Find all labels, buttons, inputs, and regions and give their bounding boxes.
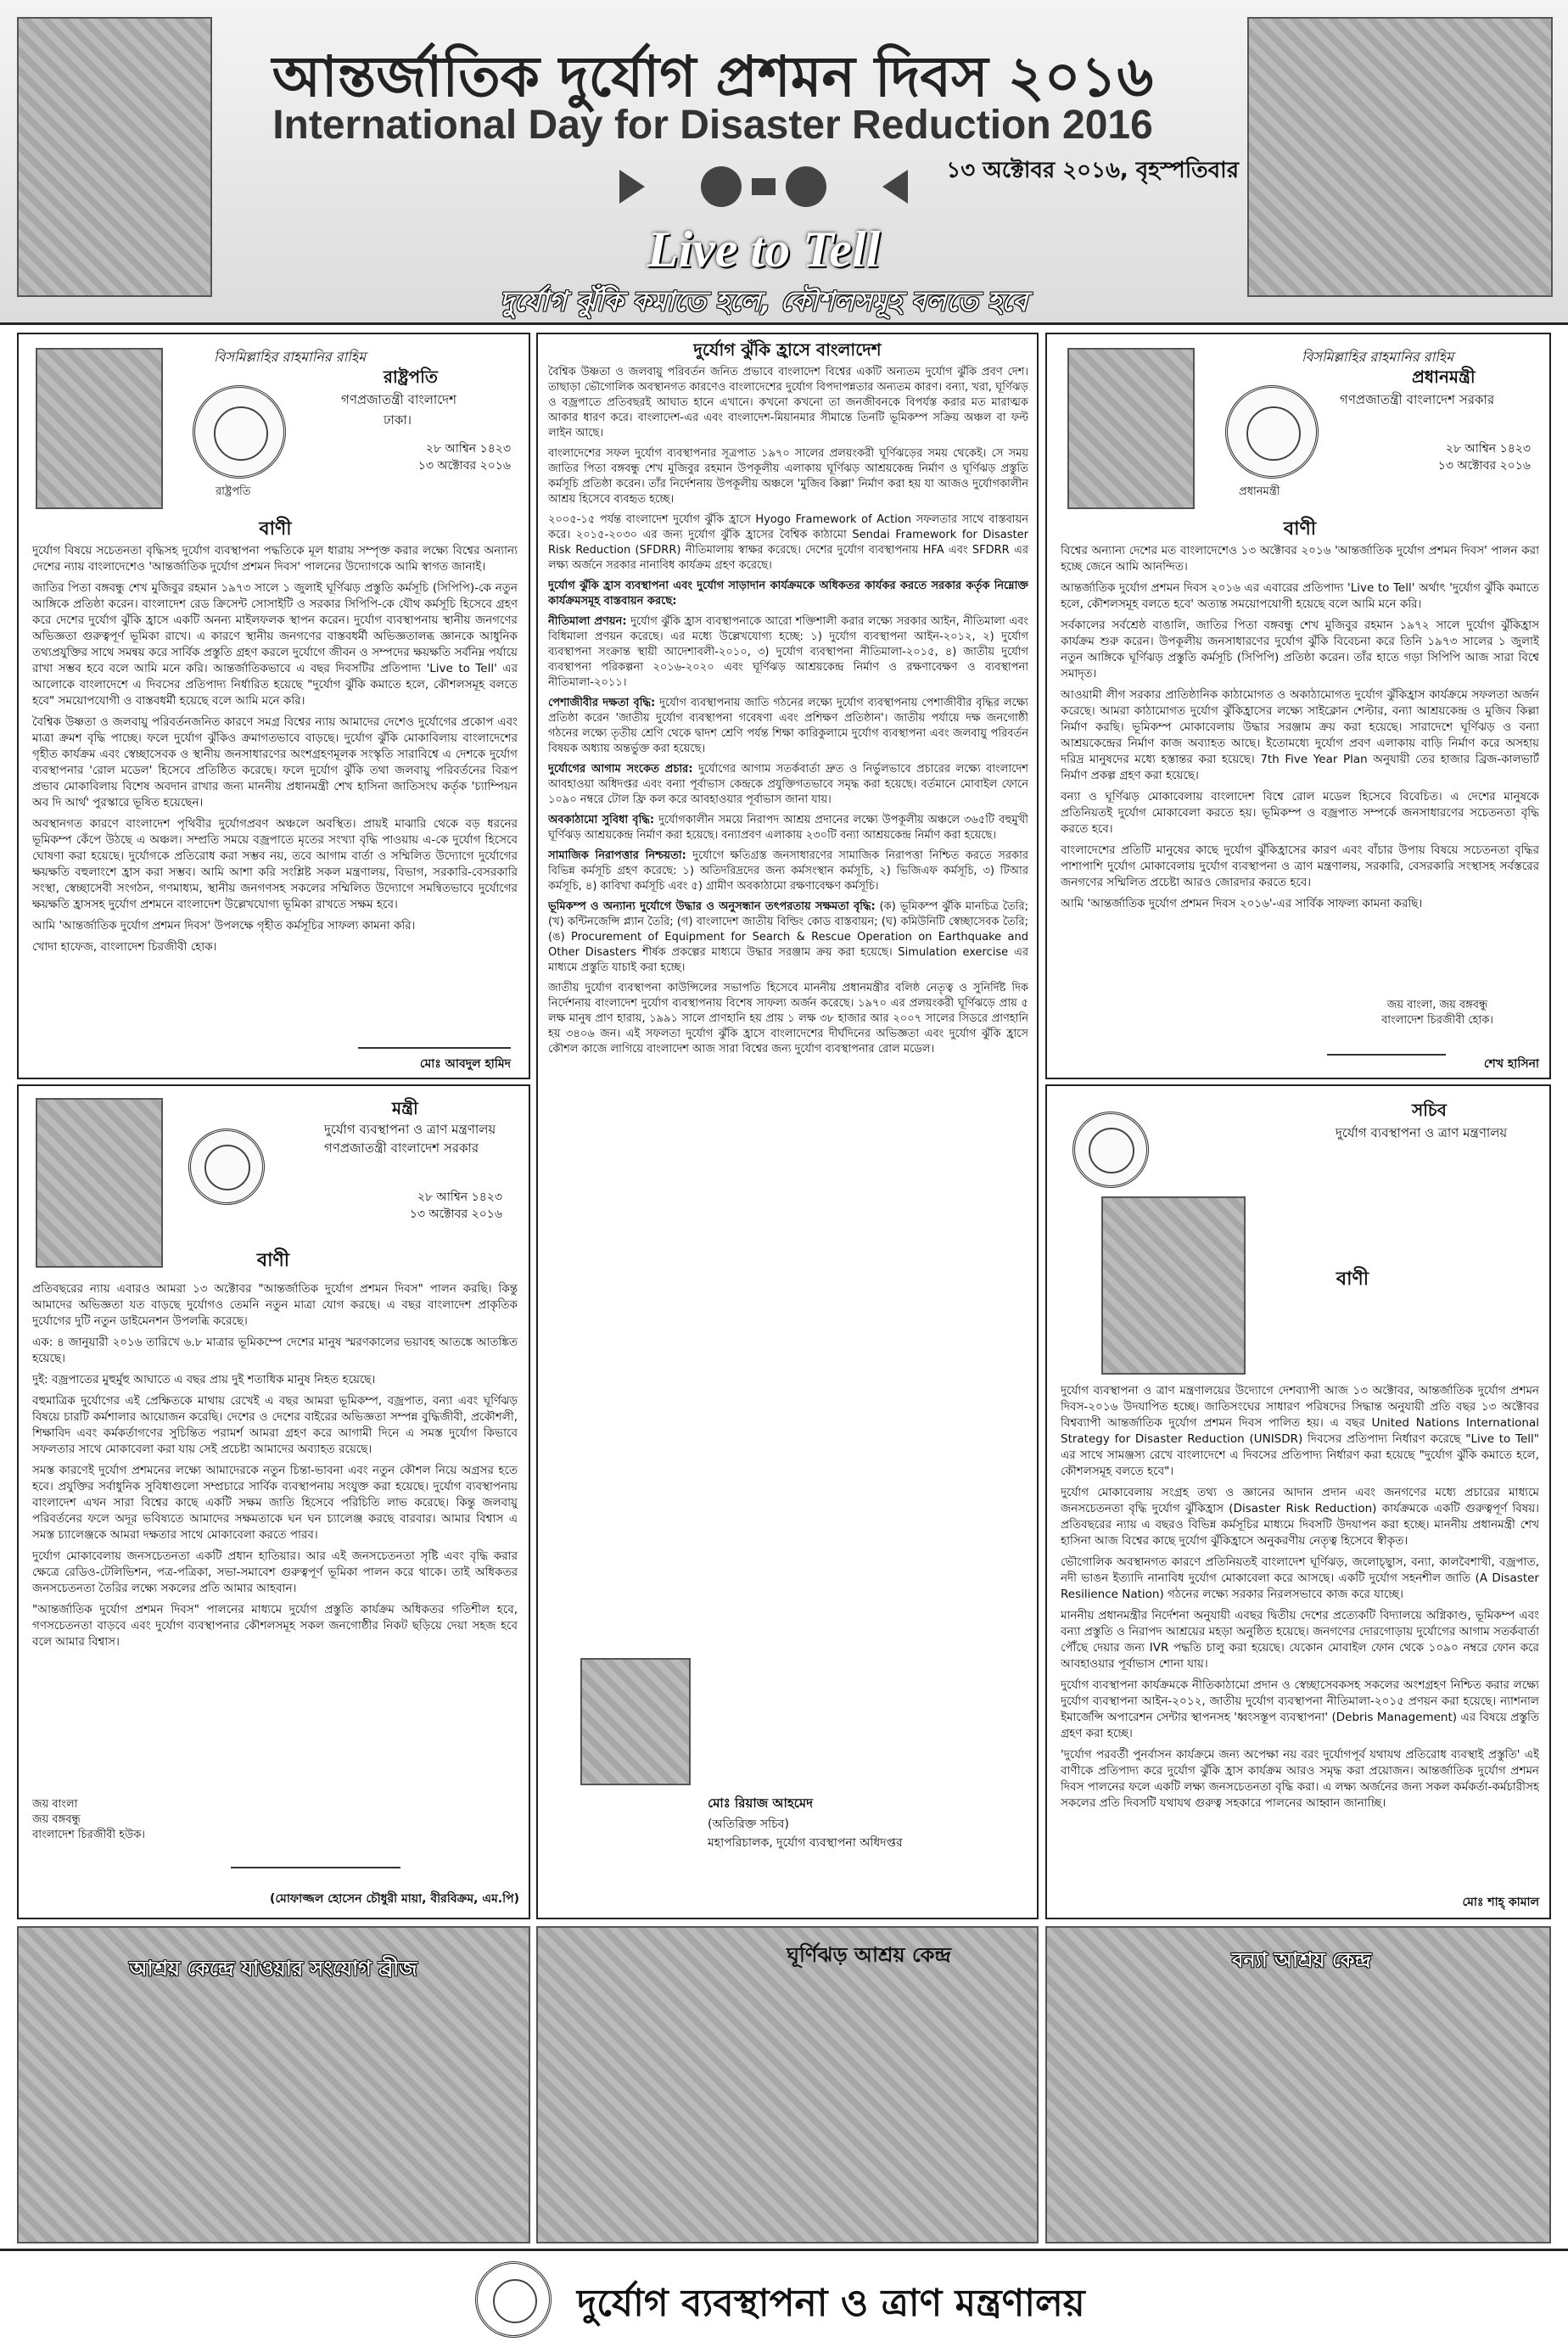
message-body (32, 1281, 518, 1790)
center-article (536, 333, 1039, 1919)
paragraph: সর্বকালের সর্বশ্রেষ্ঠ বাঙালি, জাতির পিতা বঙ্গবন্ধু শেখ মুজিবুর রহমান ১৯৭২ সালে দুর্যোগ ঝুঁকিহ্রাস কার্যক্রম শুরু করেন। উপকূলীয় জনসাধারণের দুর্যোগ ঝুঁকি বিবেচনা করে তিনি ১৯৭৩ সালের ১ জুলাই নতুন আঙ্গিকে ঘূর্ণিঝড় প্রস্তুতি কর্মসূচি (সিপিপি) প্রতিষ্ঠা করেন। তাঁর হাতে গড়া সিপিপি আজ সারা বিশ্বে সমাদৃত। (1061, 619, 1539, 681)
paragraph: দুর্যোগ মোকাবেলায় সংগ্রহ তথ্য ও জ্ঞানের আদান প্রদান এবং জনগণের মধ্যে প্রচারের মাধ্যমে জনসচেতনতা বৃদ্ধি দুর্যোগ ঝুঁকিহ্রাস (Disaster Risk Reduction) কার্যক্রমকে একটি গুরুত্বপূর্ণ বিষয়। প্রতিবছরের ন্যায় এ বছরও বিভিন্ন কর্মসূচির মাধ্যমে দিবসটি উদযাপন করা হচ্ছে। মাননীয় প্রধানমন্ত্রী শেখ হাসিনা আজ বিশ্বের কাছে দুর্যোগ ঝুঁকিহ্রাসে অনুকরণীয় নেতৃত্ব হিসেবে স্বীকৃত। (1061, 1486, 1539, 1548)
paragraph: বৈশ্বিক উষ্ণতা ও জলবায়ু পরিবর্তনজনিত কারণে সমগ্র বিশ্বের ন্যায় আমাদের দেশেও দুর্যোগের প্রকোপ এবং মাত্রা ক্রমশ বৃদ্ধি পাচ্ছে। ফলে দুর্যোগ ঝুঁকিও ক্রমাগতভাবে বাড়ছে। দুর্যোগ ঝুঁকি মোকাবিলায় বাংলাদেশের গৃহীত কার্যক্রম এবং স্বেচ্ছাসেবক ও স্থানীয় জনসাধারণের অংশগ্রহণমূলক সংস্কৃতি সারাবিশ্বে এ দেশকে দুর্যোগ ব্যবস্থাপনার 'রোল মডেল' হিসেবে প্রতিষ্ঠিত করেছে। ফলে দুর্যোগ ঝুঁকি তথা জলবায়ু পরিবর্তনের বিরূপ প্রভাব মোকাবিলায় বিশেষ অবদান রাখার জন্য মাননীয় প্রধানমন্ত্রী শেখ হাসিনা জাতিসংঘ কর্তৃক 'চ্যাম্পিয়ন অব দি আর্থ' পুরস্কারে ভূষিত হয়েছেন। (32, 715, 518, 809)
paragraph: আন্তর্জাতিক দুর্যোগ প্রশমন দিবস ২০১৬ এর এবারের প্রতিপাদ্য 'Live to Tell' অর্থাৎ 'দুর্যোগ ঝুঁকি কমাতে হলে, কৌশলসমূহ বলতে হবে' অত্যন্ত সময়োপযোগী হয়েছে বলে আমি মনে করি। (1061, 581, 1539, 611)
article-body (548, 365, 1028, 1578)
paragraph: আমি 'আন্তর্জাতিক দুর্যোগ প্রশমন দিবস ২০১৬'-এর সার্বিক সাফল্য কামনা করছি। (1061, 897, 1423, 910)
message-body (1061, 543, 1539, 993)
paragraph: বাংলাদেশের প্রতিটি মানুষের কাছে দুর্যোগ ঝুঁকিহ্রাসের কারণ এবং বাঁচার উপায় বিষয়ে সচেতনতা বৃদ্ধির পাশাপাশি দুর্যোগ মোকাবেলায় দুর্যোগ ব্যবস্থাপনা ও ত্রাণ মন্ত্রণালয়, সরকারি, বেসরকারি সংস্থাসহ সর্বস্তরের জনগণের সম্মিলিত প্রচেষ্টা আরও জোরদার করতে হবে। (1061, 843, 1539, 889)
signature-mark (358, 1013, 511, 1049)
author-photo (580, 1658, 691, 1785)
secretary-photo (1101, 1196, 1246, 1375)
ministry-name: দুর্যোগ ব্যবস্থাপনা ও ত্রাণ মন্ত্রণালয় (324, 1122, 496, 1137)
paragraph: "আন্তর্জাতিক দুর্যোগ প্রশমন দিবস" পালনের মাধ্যমে দুর্যোগ প্রস্তুতি কার্যক্রম অধিকতর গতিশীল হবে, গণসচেতনতা বাড়বে এবং দুর্যোগ ব্যবস্থাপনার কৌশলসমূহ সকল জনগোষ্ঠীর নিকট ছড়িয়ে দেয়া সহজ হবে বলে আমার বিশ্বাস। (32, 1603, 518, 1649)
paragraph: আওয়ামী লীগ সরকার প্রাতিষ্ঠানিক কাঠামোগত ও অকাঠামোগত দুর্যোগ ঝুঁকিহ্রাস কার্যক্রমে সফলতা অর্জন করেছে। আমরা কাঠামোগত দুর্যোগ ঝুঁকিহ্রাসের লক্ষ্যে সাইক্লোন শেল্টার, বন্যা আশ্রয়কেন্দ্র ও মুজিব কিল্লা নির্মাণ করছি। ভূমিকম্প মোকাবেলায় উদ্ধার সরঞ্জাম ক্রয় করা হয়েছে। সারাদেশে ঘূর্ণিঝড় ও বন্যা আশ্রয়কেন্দ্রের নির্মাণ কাজ অব্যাহত আছে। ইতোমধ্যে দুর্যোগ প্রবণ এলাকায় বাড়ি নির্মাণ করে অসহায় দরিদ্র মানুষদের মধ্যে হস্তান্তর করা হয়েছে। 7th Five Year Plan অনুযায়ী তের হাজার ব্রিজ-কালভার্ট নির্মাণ প্রকল্প গ্রহণ করা হয়েছে। (1061, 688, 1539, 782)
pm-seal-icon (1225, 385, 1319, 479)
slogan-english: Live to Tell (647, 221, 881, 277)
section-heading: সামাজিক নিরাপত্তার নিশ্চয়তা: (548, 849, 686, 862)
org-name: গণপ্রজাতন্ত্রী বাংলাদেশ সরকার (1340, 392, 1495, 407)
basmala: বিসমিল্লাহির রাহমানির রাহিম (1302, 349, 1454, 365)
paragraph: দুর্যোগ ঝুঁকি হ্রাস ব্যবস্থাপনা এবং দুর্যোগ সাড়াদান কার্যক্রমকে অধিকতর কার্যকর করতে সরকার কর্তৃক নিম্নোক্ত কার্যক্রমসমূহ বাস্তবায়ন করছে: (548, 580, 1028, 608)
message-heading: বাণী (256, 1250, 290, 1271)
office-title: রাষ্ট্রপতি (384, 367, 438, 387)
section-heading: ভূমিকম্প ও অন্যান্য দুর্যোগে উদ্ধার ও অনুসন্ধান তৎপরতায় সক্ষমতা বৃদ্ধি: (548, 900, 876, 913)
paragraph: ভৌগোলিক অবস্থানগত কারণে প্রতিনিয়তই বাংলাদেশ ঘূর্ণিঝড়, জলোচ্ছ্বাস, বন্যা, কালবৈশাখী, বজ্রপাত, নদী ভাঙন ইত্যাদি নানাবিধ দুর্যোগ মোকাবেলা করে আসছে। একটি দুর্যোগ সহনশীল জাতি (A Disaster Resilience Nation) গঠনের লক্ষ্যে সরকার নিরলসভাবে কাজ করে যাচ্ছে। (1061, 1555, 1539, 1601)
president-seal-icon (193, 385, 286, 479)
section-heading: দুর্যোগের আগাম সংকেত প্রচার: (548, 763, 693, 776)
section-heading: নীতিমালা প্রণয়ন: (548, 615, 627, 628)
office-title: সচিব (1412, 1100, 1447, 1120)
president-photo (36, 348, 163, 509)
award-ceremony-photo (1247, 17, 1553, 297)
seal-label: প্রধানমন্ত্রী (1239, 485, 1280, 498)
closing: জয় বাংলা জয় বঙ্গবন্ধু বাংলাদেশ চিরজীবী হউক। (32, 1798, 145, 1841)
org-name: গণপ্রজাতন্ত্রী বাংলাদেশ সরকার (324, 1140, 479, 1156)
signature-mark (1327, 1020, 1446, 1056)
signatory-name: শেখ হাসিনা (1483, 1057, 1539, 1071)
message-heading: বাণী (1283, 518, 1317, 540)
section-heading: পেশাজীবীর দক্ষতা বৃদ্ধি: (548, 697, 656, 709)
author-title: (অতিরিক্ত সচিব) (708, 1818, 789, 1831)
section-text: দুর্যোগে ক্ষতিগ্রস্ত জনসাধারণের সামাজিক নিরাপত্তা নিশ্চিত করতে সরকার বিভিন্ন কর্মসূচি গ্রহণ করেছে: ১) অতিদরিদ্রদের জন্য কর্মসংস্থান কর্মসূচি, ২) ভিজিএফ কর্মসূচি, ৩) টিআর কর্মসূচি, ৪) কাবিখা কর্মসূচি এবং ৫) গ্রামীণ অবকাঠামো রক্ষণাবেক্ষণ কর্মসূচি। (548, 849, 1028, 893)
pm-photo (1067, 348, 1195, 509)
photo-caption: ঘূর্ণিঝড় আশ্রয় কেন্দ্র (787, 1943, 951, 1967)
date-gregorian: ১৩ অক্টোবর ২০১৬ (1437, 459, 1531, 473)
paragraph: দুর্যোগ ব্যবস্থাপনা ও ত্রাণ মন্ত্রণালয়ের উদ্যোগে দেশব্যাপী আজ ১৩ অক্টোবর, আন্তর্জাতিক দুর্যোগ প্রশমন দিবস-২০১৬ উদযাপিত হচ্ছে। জাতিসংঘের সাধারণ পরিষদের সিদ্ধান্ত অনুযায়ী প্রতি বছর ১৩ অক্টোবর বিশ্বব্যাপী আন্তর্জাতিক দুর্যোগ প্রশমন দিবস পালিত হয়। এ বছর United Nations International Strategy for Disaster Reduction (UNISDR) দিবসের প্রতিপাদ্য নির্ধারণ করেছে "Live to Tell" এর সাথে সামঞ্জস্য রেখে বাংলাদেশে এ দিবসের প্রতিপাদ্য নির্ধারণ করা হয়েছে "দুর্যোগ ঝুঁকি কমাতে হলে, কৌশলসমূহ বলতে হবে"। (1061, 1384, 1539, 1478)
title-english: International Day for Disaster Reduction 2016 (272, 103, 1153, 148)
paragraph: দুর্যোগ বিষয়ে সচেতনতা বৃদ্ধিসহ দুর্যোগ ব্যবস্থাপনা পদ্ধতিকে মূল ধারায় সম্পৃক্ত করার লক্ষ্যে বিশ্বের অন্যান্য দেশের ন্যায় বাংলাদেশেও 'আন্তর্জাতিক দুর্যোগ প্রশমন দিবস' পালনের উদ্যোগকে আমি স্বাগত জানাই। (32, 544, 518, 574)
title-bengali: আন্তর্জাতিক দুর্যোগ প্রশমন দিবস ২০১৬ (272, 43, 1154, 109)
cyclone-shelter-photo (536, 1926, 1039, 2243)
paragraph: প্রতিবছরের ন্যায় এবারও আমরা ১৩ অক্টোবর "আন্তর্জাতিক দুর্যোগ প্রশমন দিবস" পালন করছি। কিন্তু আমাদের অভিজ্ঞতা যত বাড়ছে দুর্যোগও তেমনি নতুন মাত্রা যোগ করছে। এ বছর বাংলাদেশ প্রাকৃতিক দুর্যোগের দুটি নতুন ডাইমেনশন উপলব্ধি করেছে। (32, 1282, 518, 1328)
paragraph: 'দুর্যোগ পরবর্তী পুনর্বাসন কার্যক্রমে জন্য অপেক্ষা নয় বরং দুর্যোগপূর্ব যথাযথ প্রতিরোধ ব্যবস্থাই প্রস্তুতি' এই বাণীকে প্রতিপাদ্য করে দুর্যোগ ঝুঁকি হ্রাস কার্যক্রম আরও সমৃদ্ধ করা প্রয়োজন। আন্তর্জাতিক দুর্যোগ প্রশমন দিবস পালনের ফলে একটি লক্ষ্য জনসচেতনতা বৃদ্ধি করা। এ লক্ষ্য অর্জনের জন্য সকল কর্মকর্তা-কর্মচারীসহ সকলের প্রতি দিবসটি যথাযথ গুরুত্ব সহকারে পালনের আহ্বান জানাচ্ছি। (1061, 1748, 1539, 1810)
author-name: মোঃ রিয়াজ আহমেদ (708, 1795, 813, 1811)
minister-photo (36, 1098, 163, 1268)
paragraph: দুর্যোগ ব্যবস্থাপনা কার্যক্রমকে নীতিকাঠামো প্রদান ও স্বেচ্ছাসেবকসহ সকলের অংশগ্রহণ নিশ্চিত করার লক্ষ্যে দুর্যোগ ব্যবস্থাপনা আইন-২০১২, জাতীয় দুর্যোগ ব্যবস্থাপনা নীতিমালা-২০১৫ প্রণয়ন করা হয়েছে। ন্যাশনাল ইমার্জেন্সি অপারেশন সেন্টার স্থাপনসহ 'ধ্বংসস্তূপ ব্যবস্থাপনা' (Debris Management) এর বিষয়ে প্রস্তুতি গ্রহণ করা হচ্ছে। (1061, 1678, 1539, 1740)
ministry-name: দুর্যোগ ব্যবস্থাপনা ও ত্রাণ মন্ত্রণালয় (577, 2282, 1085, 2325)
office-title: মন্ত্রী (392, 1098, 418, 1118)
message-body (1061, 1383, 1539, 1884)
signatory-name: মোঃ আবদুল হামিদ (419, 1057, 511, 1071)
section-text: দুর্যোগ ঝুঁকি হ্রাস ব্যবস্থাপনাকে আরো শক্তিশালী করার লক্ষ্যে সরকার আইন, নীতিমালা এবং বিধিমালা প্রণয়ন করেছে। এর মধ্যে উল্লেখযোগ্য হচ্ছে: ১) দুর্যোগ ব্যবস্থাপনা আইন-২০১২, ২) দুর্যোগ ব্যবস্থাপনা সংক্রান্ত স্থায়ী আদেশাবলী-২০১০, ৩) দুর্যোগ ব্যবস্থাপনা নীতিমালা-২০১৫, ৪) জাতীয় দুর্যোগ ব্যবস্থাপনা পরিকল্পনা ২০১৬-২০২০ এবং ঘূর্ণিঝড় আশ্রয়কেন্দ্র নির্মাণ ও রক্ষণাবেক্ষণ ও ব্যবস্থাপনা নীতিমালা-২০১১। (548, 615, 1028, 689)
section-text: (ক) ভূমিকম্প ঝুঁকি মানচিত্র তৈরি; (খ) কন্টিনজেন্সি প্ল্যান তৈরি; (গ) বাংলাদেশ জাতীয় বিল্ডিং কোড বাস্তবায়ন; (ঘ) কমিউনিটি স্বেচ্ছাসেবক তৈরি; (ঙ) Procurement of Equipment for Search & Rescue Operation on Earthquake and Other Disasters শীর্ষক প্রকল্পের মাধ্যমে উদ্ধার সরঞ্জাম ক্রয় করা হয়েছে। Simulation exercise এর মাধ্যমে প্রস্তুতি যাচাই করা হচ্ছে। (548, 900, 1028, 974)
article-title: দুর্যোগ ঝুঁকি হ্রাসে বাংলাদেশ (693, 339, 882, 360)
photo-caption: আশ্রয় কেন্দ্রে যাওয়ার সংযোগ ব্রীজ (129, 1957, 417, 1980)
banner (0, 0, 1568, 325)
closing: জয় বাংলা, জয় বঙ্গবন্ধু বাংলাদেশ চিরজীবী হোক। (1381, 999, 1493, 1027)
basmala: বিসমিল্লাহির রাহমানির রাহিম (214, 349, 367, 365)
message-heading: বাণী (1336, 1269, 1369, 1290)
author-office: মহাপরিচালক, দুর্যোগ ব্যবস্থাপনা অধিদপ্তর (708, 1836, 903, 1850)
date-bengali: ২৮ আশ্বিন ১৪২৩ (1445, 442, 1531, 456)
paragraph: দুর্যোগ মোকাবেলায় জনসচেতনতা একটি প্রধান হাতিয়ার। আর এই জনসচেতনতা সৃষ্টি এবং বৃদ্ধি করার ক্ষেত্রে রেডিও-টেলিভিশন, পত্র-পত্রিকা, সভা-সমাবেশ গুরুত্বপূর্ণ ভূমিকা পালন করে থাকে। তাই অধিকতর জনসচেতনতা তৈরির লক্ষ্যে সকলের প্রতি আমার আহবান। (32, 1549, 518, 1595)
paragraph: মাননীয় প্রধানমন্ত্রীর নির্দেশনা অনুযায়ী এবছর দ্বিতীয় দেশের প্রত্যেকটি বিদ্যালয়ে অগ্নিকাণ্ড, ভূমিকম্প এবং বন্যা প্রস্তুতি ও নিরাপদ আশ্রয়ের মহড়া অনুষ্ঠিত হয়েছে। জনগণের দোরগোড়ায় দুর্যোগের আগাম সতর্কবার্তা পৌঁছে দেয়ার জন্য IVR পদ্ধতি চালু করা হয়েছে। যেকোন মোবাইল ফোন থেকে ১০৯০ নম্বরে ফোন করে আবহাওয়ার পূর্বাভাস শোনা যায়। (1061, 1609, 1539, 1671)
paragraph: বৈশ্বিক উষ্ণতা ও জলবায়ু পরিবর্তন জনিত প্রভাবে বাংলাদেশ বিশ্বের একটি অন্যতম দুর্যোগ ঝুঁকি প্রবণ দেশ। তাছাড়া ভৌগোলিক অবস্থানগত কারণেও বাংলাদেশের দুর্যোগ বিপদাপন্নতার অন্যতম কারণ। বন্যা, খরা, ঘূর্ণিঝড় ও বজ্রপাতে প্রতিবছরই আঘাত হানে এখানে। কখনো কখনো তা জনজীবনকে বিপর্যস্ত করার মত মারাত্মক আকার ধারণ করে। বাংলাদেশ-এর এবং বাংলাদেশ-মিয়ানমার সীমান্তে তিনটি ভূমিকম্প সক্রিয় অঞ্চল বা ফল্ট লাইন আছে। (548, 366, 1028, 440)
date-bengali: ২৮ আশ্বিন ১৪২৩ (417, 1190, 502, 1204)
section-text: দুর্যোগের আগাম সতর্কবার্তা দ্রুত ও নির্ভুলভাবে প্রচারের লক্ষ্যে বাংলাদেশ আবহাওয়া অধিদপ্তর এবং বন্যা পূর্বাভাস কেন্দ্রকে প্রযুক্তিগতভাবে সমৃদ্ধ করা হয়েছে। বর্তমানে মোবাইল ফোনে ১০৯০ নম্বরে টোল ফ্রি কল করে আবহাওয়ার পূর্বাভাস জানা যায়। (548, 763, 1028, 806)
secretary-message (1045, 1084, 1551, 1919)
section-text: জাতীয় দুর্যোগ ব্যবস্থাপনা কাউন্সিলের সভাপতি হিসেবে মাননীয় প্রধানমন্ত্রীর বলিষ্ঠ নেতৃত্ব ও সুনির্দিষ্ট দিক নির্দেশনায় বাংলাদেশ দুর্যোগ ব্যবস্থাপনায় বিশেষ সাফল্য অর্জন করেছে। ১৯৭০ এর প্রলয়ংকরী ঘূর্ণিঝড়ে প্রায় ৫ লক্ষ মানুষ প্রাণ হারায়, ১৯৯১ সালে প্রাণহানি হয় প্রায় ১ লক্ষ ৩৮ হাজার আর ২০০৭ সালের সিডরে প্রাণহানি হয় ৩৪০৬ জন। এই সফলতা দুর্যোগ ঝুঁকি হ্রাসে বাংলাদেশের দীর্ঘদিনের অভিজ্ঞতা এবং দুর্যোগ ঝুঁকি হ্রাসে কৌশল কাজে লাগিয়ে বাংলাদেশ আজ সারা বিশ্বের জন্য দুর্যোগ ব্যবস্থাপনার রোল মডেল। (548, 982, 1028, 1056)
event-date: ১৩ অক্টোবর ২০১৬, বৃহস্পতিবার (946, 158, 1239, 183)
paragraph: আমি 'আন্তর্জাতিক দুর্যোগ প্রশমন দিবস' উপলক্ষে গৃহীত কর্মসূচির সাফল্য কামনা করি। (32, 919, 416, 933)
flood-shelter-photo (1045, 1926, 1551, 2243)
section-text: দুর্যোগ ব্যবস্থাপনায় জাতি গঠনের লক্ষ্যে দুর্যোগ ব্যবস্থাপনায় পেশাজীবীর বৃদ্ধির লক্ষ্যে প্রতিষ্ঠা করেন 'জাতীয় দুর্যোগ ব্যবস্থাপনা গবেষণা এবং প্রশিক্ষণ প্রতিষ্ঠান'। জাতীয় পর্যায়ে দক্ষ জনগোষ্ঠী গঠনের লক্ষ্যে তৃতীয় শ্রেণি থেকে দ্বাদশ শ্রেণি পর্যন্ত শিক্ষা কারিকুলামে দুর্যোগ ব্যবস্থাপনা এবং জলবায়ু পরিবর্তন বিষয়ক অধ্যায় অন্তর্ভুক্ত করা হয়েছে। (548, 697, 1028, 755)
paragraph: দুই: বজ্রপাতের মুহুর্মুহু আঘাতে এ বছর প্রায় দুই শতাধিক মানুষ নিহত হয়েছে। (32, 1373, 376, 1386)
bridge-photo (17, 1926, 530, 2243)
paragraph: অবস্থানগত কারণে বাংলাদেশ পৃথিবীর দুর্যোগপ্রবণ অঞ্চলে অবস্থিত। প্রায়ই মাঝারি থেকে বড় ধরনের ভূমিকম্প কেঁপে উঠছে এ অঞ্চল। সম্প্রতি সময়ে বজ্রপাতে মৃতের সংখ্যা বৃদ্ধি পাওয়ায় এ-কে দুর্যোগ হিসেবে ঘোষণা করা হয়েছে। দুর্যোগকে প্রতিরোধ করা সম্ভব নয়, তবে আগাম বার্তা ও সম্মিলিত উদ্যোগে দুর্যোগের ক্ষয়ক্ষতি বহুলাংশে হ্রাস করা সম্ভব। আমি আশা করি সংশ্লিষ্ট সকল মন্ত্রণালয়, বিভাগ, সরকারি-বেসরকারি সংস্থা, স্বেচ্ছাসেবী সংগঠন, গণমাধ্যম, স্থানীয় জনগণসহ সকলের সম্মিলিত উদ্যোগে সমন্বিতভাবে দুর্যোগের ক্ষয়ক্ষতি হ্রাসসহ দুর্যোগ প্রশমনে বাংলাদেশ উল্লেখযোগ্য ভূমিকা রাখতে সক্ষম হবে। (32, 817, 518, 911)
paragraph: বন্যা ও ঘূর্ণিঝড় মোকাবেলায় বাংলাদেশ বিশ্বে রোল মডেল হিসেবে বিবেচিত। এ দেশের মানুষকে প্রতিনিয়তই দুর্যোগ মোকাবেলা করতে হয়। ভূমিকম্প ও বজ্রপাত সম্পর্কে জনসাধারণের সচেতনতা বৃদ্ধি করতে হবে। (1061, 790, 1539, 836)
date-gregorian: ১৩ অক্টোবর ২০১৬ (417, 459, 511, 473)
paragraph: খোদা হাফেজ, বাংলাদেশ চিরজীবী হোক। (32, 940, 217, 954)
paragraph: এক: ৪ জানুয়ারী ২০১৬ তারিখে ৬.৮ মাত্রার ভূমিকম্পে দেশের মানুষ স্মরণকালের ভয়াবহ আতঙ্কে আতঙ্কিত হয়েছে। (32, 1336, 518, 1365)
paragraph: জাতির পিতা বঙ্গবন্ধু শেখ মুজিবুর রহমান ১৯৭৩ সালে ১ জুলাই ঘূর্ণিঝড় প্রস্তুতি কর্মসূচি (সিপিপি)-কে নতুন আঙ্গিকে প্রতিষ্ঠা করেন। বাংলাদেশ রেড ক্রিসেন্ট সোসাইটি ও সরকার সিপিপি-কে যৌথ কর্মসূচি হিসেবে গ্রহণ করে দেশের দুর্যোগ ঝুঁকি হ্রাসে একটি অনন্য মাইলফলক স্থাপন করেন। দুর্যোগ ব্যবস্থাপনায় স্থানীয় জনগণের অভিজ্ঞতা গুরুত্বপূর্ণ ভূমিকা রাখে। এ কারণে স্থানীয় জনগণের বাস্তবধর্মী অভিজ্ঞতালব্ধ জ্ঞানকে আধুনিক তথ্যপ্রযুক্তির সাথে সমন্বয় করে সার্বিক প্রস্তুতি গ্রহণ করলে দুর্যোগে জীবন ও সম্পদের ক্ষয়ক্ষতি সর্বনিম্ন পর্যায়ে রাখা সম্ভব হবে বলে আমি মনে করি। আন্তর্জাতিকভাবে এ বছর দিবসটির প্রতিপাদ্য 'Live to Tell' এর আলোকে বাংলাদেশে এ দিবসের প্রতিপাদ্য নির্ধারিত হয়েছে "দুর্যোগ ঝুঁকি কমাতে হলে, কৌশলসমূহ বলতে হবে" সময়োপযোগী ও বাস্তবধর্মী হয়েছে বলে আমি মনে করি। (32, 581, 518, 708)
message-body (32, 543, 518, 1001)
bangabandhu-photo (17, 17, 212, 297)
seal-label: রাষ্ট্রপতি (216, 485, 251, 498)
date-bengali: ২৮ আশ্বিন ১৪২৩ (425, 442, 511, 456)
ministry-seal-icon (188, 1129, 265, 1205)
city: ঢাকা। (384, 412, 412, 428)
section-text: দুর্যোগকালীন সময়ে নিরাপদ আশ্রয় প্রদানের লক্ষ্যে উপকূলীয় অঞ্চলে ৩৬৫টি বহুমুখী ঘূর্ণিঝড় আশ্রয়কেন্দ্র নির্মাণ করা হয়েছে। বন্যাপ্রবণ এলাকায় ২৩০টি বন্যা আশ্রয়কেন্দ্র নির্মাণ করা হয়েছে। (548, 814, 1028, 842)
signatory-name: মোঃ শাহ্ কামাল (1462, 1896, 1539, 1909)
pm-message (1045, 333, 1551, 1079)
message-heading: বাণী (259, 518, 292, 540)
photo-caption: বন্যা আশ্রয় কেন্দ্র (1232, 1948, 1371, 1972)
paragraph: বিশ্বের অন্যান্য দেশের মত বাংলাদেশেও ১৩ অক্টোবর ২০১৬ 'আন্তর্জাতিক দুর্যোগ প্রশমন দিবস' পালন করা হচ্ছে জেনে আমি আনন্দিত। (1061, 544, 1539, 574)
slogan-bengali: দুর্যোগ ঝুঁকি কমাতে হলে, কৌশলসমূহ বলতে হবে (500, 285, 1028, 317)
date-gregorian: ১৩ অক্টোবর ২০১৬ (409, 1207, 502, 1221)
section-heading: অবকাঠামো সুবিধা বৃদ্ধি: (548, 814, 655, 826)
president-message (17, 333, 530, 1079)
paragraph: বাংলাদেশের সফল দুর্যোগ ব্যবস্থাপনার সূত্রপাত ১৯৭০ সালের প্রলয়ংকরী ঘূর্ণিঝড়ের সময় থেকেই। সে সময় জাতির পিতা বঙ্গবন্ধু শেখ মুজিবুর রহমান উপকূলীয় এলাকায় ঘূর্ণিঝড় আশ্রয়কেন্দ্র নির্মাণ ও ঘূর্ণিঝড় প্রস্তুতি কর্মসূচি প্রতিষ্ঠা করেন। তাঁর নির্দেশনায় উপকূলীয় অঞ্চলে 'মুজিব কিল্লা' নির্মাণ করা হয় যা আজও দুর্যোগকালীন আশ্রয় হিসেবে ব্যবহৃত হচ্ছে। (548, 447, 1028, 506)
paragraph: সমস্ত কারণেই দুর্যোগ প্রশমনের লক্ষ্যে আমাদেরকে নতুন চিন্তা-ভাবনা এবং নতুন কৌশল নিয়ে অগ্রসর হতে হবে। প্রযুক্তির সর্বাধুনিক সুবিধাগুলো সম্প্রচারে সার্বিক ব্যবস্থাপনায় সংযুক্ত করা হয়েছে। দুর্যোগ ব্যবস্থাপনায় বাংলাদেশ এখন সারা বিশ্বের কাছে একটি সক্ষম জাতি হিসেবে পরিচিতি লাভ করেছে। কিন্তু জলবায়ু পরিবর্তনের ফলে অদূর ভবিষ্যতে আমাদের সক্ষমতাকে ঘন ঘন চ্যালেঞ্জ করছে বারবার। আমার বিশ্বাস এ সমস্ত চ্যালেঞ্জকে আমরা দক্ষতার সাথে মোকাবেলা করতে পারব। (32, 1464, 518, 1542)
paragraph: বহুমাত্রিক দুর্যোগের এই প্রেক্ষিতকে মাথায় রেখেই এ বছর আমরা ভূমিকম্প, বজ্রপাত, বন্যা এবং ঘূর্ণিঝড় বিষয়ে চারটি কর্মশালার আয়োজন করেছি। দেশের ও দেশের বাইরের অভিজ্ঞতা সম্পন্ন বুদ্ধিজীবী, প্রকৌশলী, শিক্ষাবিদ এবং কর্মকর্তাগণের সুচিন্তিত পরামর্শ আমরা গ্রহণ করে আগামী দিনে এ সমস্ত দুর্যোগ কিভাবে সফলতার সাথে মোকাবেলা করা যায় সেই প্রচেষ্টা আমাদের অব্যাহত রয়েছে। (32, 1394, 518, 1456)
paragraph: ২০০৫-১৫ পর্যন্ত বাংলাদেশ দুর্যোগ ঝুঁকি হ্রাসে Hyogo Framework of Action সফলতার সাথে বাস্তবায়ন করে। ২০১৫-২০৩০ এর জন্য দুর্যোগ ঝুঁকি হ্রাসের বৈশ্বিক কাঠামো Sendai Framework for Disaster Risk Reduction (SFDRR) নীতিমালায় স্বাক্ষর করেছে। দেশের দুর্যোগ ব্যবস্থাপনায় HFA এবং SFDRR এর লক্ষ্য অর্জনে সরকার নানাবিধ কার্যক্রম গ্রহণ করেছে। (548, 513, 1028, 572)
signatory-name: (মোফাজ্জল হোসেন চৌধুরী মায়া, বীরবিক্রম, এম.পি) (269, 1892, 519, 1906)
speech-icon (585, 153, 942, 221)
ministry-logo-icon (475, 2261, 552, 2338)
office-title: প্রধানমন্ত্রী (1412, 367, 1476, 387)
ministry-seal-icon (1072, 1112, 1149, 1188)
minister-message (17, 1084, 530, 1919)
signature-mark (231, 1833, 400, 1868)
ministry-name: দুর্যোগ ব্যবস্থাপনা ও ত্রাণ মন্ত্রণালয় (1336, 1125, 1508, 1140)
org-name: গণপ্রজাতন্ত্রী বাংলাদেশ (341, 392, 457, 407)
footer (0, 2249, 1568, 2347)
